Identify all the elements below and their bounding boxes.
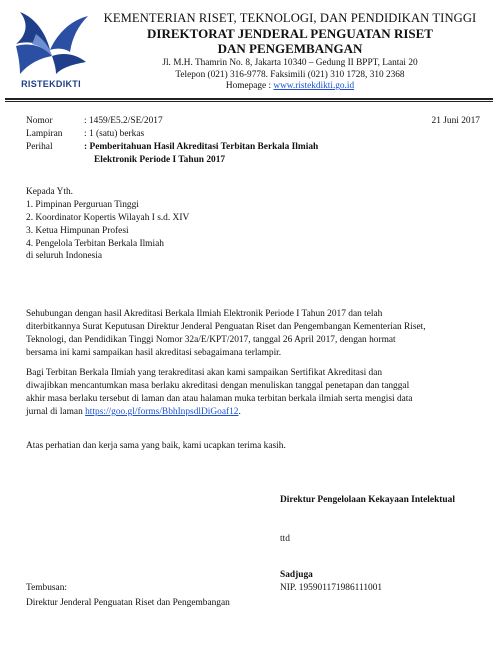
greeting: Kepada Yth. — [26, 187, 74, 197]
letter-date: 21 Juni 2017 — [431, 116, 480, 126]
signatory-title: Direktur Pengelolaan Kekayaan Intelektual — [280, 495, 455, 505]
ministry-name: KEMENTERIAN RISET, TEKNOLOGI, DAN PENDIDIKAN TINGGI — [103, 11, 477, 25]
paragraph-1-line: diterbitkannya Surat Keputusan Direktur Jenderal Penguatan Riset dan Pengembangan Kementerian Riset, — [26, 322, 426, 332]
directorate-line-1: DIREKTORAT JENDERAL PENGUATAN RISET — [147, 26, 433, 41]
perihal-label: Perihal — [26, 142, 53, 152]
paragraph-2-line: akhir masa berlaku tersebut di laman dan atau halaman muka terbitan berkala ilmiah serta mengisi data — [26, 394, 413, 404]
address: Jl. M.H. Thamrin No. 8, Jakarta 10340 – Gedung II BPPT, Lantai 20 — [162, 58, 418, 68]
header-rule-thick — [5, 98, 493, 100]
cc-item: Direktur Jenderal Penguatan Riset dan Pengembangan — [26, 598, 230, 608]
perihal-value-line-2: Elektronik Periode I Tahun 2017 — [94, 155, 226, 165]
recipient-item: 1. Pimpinan Perguruan Tinggi — [26, 200, 139, 210]
recipient-item: 2. Koordinator Kopertis Wilayah I s.d. XIV — [26, 213, 190, 223]
paragraph-2-last-line — [26, 406, 241, 419]
paragraph-2-line: diwajibkan mencantumkan masa berlaku akreditasi dengan menuliskan tanggal penetapan dan tanggal — [26, 381, 410, 391]
cc-label: Tembusan: — [26, 583, 68, 593]
paragraph-1-line: Teknologi, dan Pendidikan Tinggi Nomor 32a/E/KPT/2017, tanggal 26 April 2017, dengan hormat — [26, 335, 396, 345]
logo-wordmark: RISTEKDIKTI — [21, 79, 81, 89]
lampiran-value: : 1 (satu) berkas — [84, 129, 145, 139]
signatory-nip: NIP. 195901171986111001 — [280, 583, 383, 593]
nomor-value: : 1459/E5.2/SE/2017 — [84, 116, 163, 126]
paragraph-1-line: Sehubungan dengan hasil Akreditasi Berkala Ilmiah Elektronik Periode I Tahun 2017 dan telah — [26, 309, 383, 319]
header-rule-thin — [5, 101, 493, 102]
phone-fax: Telepon (021) 316-9778. Faksimili (021) 310 1728, 310 2368 — [175, 70, 405, 80]
recipient-location: di seluruh Indonesia — [26, 251, 103, 261]
perihal-value-line-1: : Pemberitahuan Hasil Akreditasi Terbitan Berkala Ilmiah — [84, 142, 319, 152]
nomor-label: Nomor — [26, 116, 53, 126]
paragraph-2-prefix: jurnal di laman — [26, 407, 86, 417]
recipient-item: 3. Ketua Himpunan Profesi — [26, 226, 129, 236]
recipient-item: 4. Pengelola Terbitan Berkala Ilmiah — [26, 239, 164, 249]
ttd-mark: ttd — [280, 534, 290, 544]
ristekdikti-logo — [6, 4, 92, 94]
homepage-link[interactable]: www.ristekdikti.go.id — [273, 81, 355, 91]
signatory-name: Sadjuga — [280, 570, 313, 580]
homepage — [100, 81, 480, 91]
form-link[interactable]: https://goo.gl/forms/BbhInpsdlDiGoaf12 — [85, 407, 239, 417]
paragraph-2-line: Bagi Terbitan Berkala Ilmiah yang terakreditasi akan kami sampaikan Sertifikat Akreditasi dan — [26, 368, 383, 378]
paragraph-2-suffix: . — [238, 407, 241, 417]
paragraph-1-line: bersama ini kami sampaikan hasil akreditasi sebagaimana terlampir. — [26, 348, 282, 358]
homepage-label: Homepage : — [225, 81, 274, 91]
directorate-line-2: DAN PENGEMBANGAN — [217, 41, 363, 56]
closing-paragraph: Atas perhatian dan kerja sama yang baik, kami ucapkan terima kasih. — [26, 441, 286, 451]
lampiran-label: Lampiran — [26, 129, 63, 139]
